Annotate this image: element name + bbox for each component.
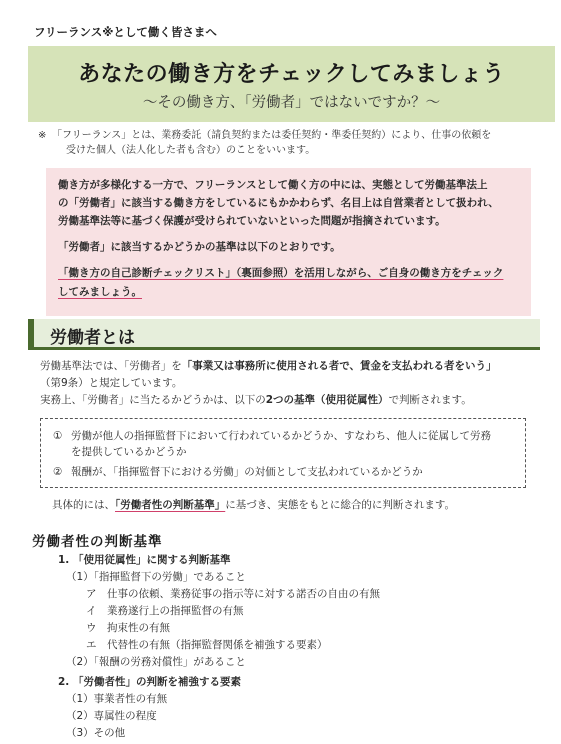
section-accent-bar — [28, 319, 34, 347]
list-item: エ 代替性の有無（指揮監督関係を補強する要素） — [86, 639, 328, 651]
definition-para — [40, 358, 530, 409]
criteria-text: 労働が他人の指揮監督下において行われているかどうか、すなわち、他人に従属して労務 を提供しているかどうか — [71, 430, 491, 458]
list-item: 1. 「使用従属性」に関する判断基準 — [58, 554, 231, 566]
intro-checklist-line: 「働き方の自己診断チェックリスト」（裏面参照）を活用しながら、ご自身の働き方をチェック — [58, 267, 504, 279]
criteria-text: 報酬が、「指揮監督下における労働」の対価として支払われているかどうか — [71, 466, 423, 478]
def-text: 実務上、「労働者」に当たるかどうかは、以下の — [40, 394, 266, 406]
section-header — [28, 319, 540, 350]
criteria-num: ① — [53, 430, 63, 442]
list-item: ウ 拘束性の有無 — [86, 622, 170, 634]
summary-para: 具体的には、「労働者性の判断基準」に基づき、実態をもとに総合的に判断されます。 — [52, 499, 455, 511]
criteria-subheading: 労働者性の判断基準 — [32, 534, 163, 550]
def-text: 労働基準法では、「労働者」を — [40, 360, 182, 372]
intro-box — [46, 168, 531, 316]
summary-highlight: 「労働者性の判断基準」 — [115, 499, 226, 511]
def-text: で判断されます。 — [388, 394, 472, 406]
list-item: （2）「報酬の労務対償性」があること — [66, 656, 246, 668]
list-item: （3）その他 — [66, 727, 126, 739]
def-quote: 「事業又は事務所に使用される者で、賃金を支払われる者をいう」 — [181, 360, 497, 372]
eyebrow-text: フリーランス※として働く皆さまへ — [34, 25, 217, 39]
note-line: 受けた個人（法人化した者も含む）のことをいいます。 — [66, 145, 316, 156]
note-mark: ※ — [38, 130, 47, 141]
list-item: ア 仕事の依頼、業務従事の指示等に対する諾否の自由の有無 — [86, 588, 380, 600]
intro-line: 働き方が多様化する一方で、フリーランスとして働く方の中には、実態として労働基準法上 — [58, 179, 488, 191]
criteria-box — [40, 418, 526, 488]
note-line: 「フリーランス」とは、業務委託（請負契約または委任契約・準委任契約）により、仕事の依頼を — [52, 130, 492, 141]
list-item: （1）事業者性の有無 — [66, 693, 168, 705]
page-subtitle: ～その働き方、「労働者」ではないですか？～ — [142, 95, 441, 111]
intro-line: の「労働者」に該当する働き方をしているにもかかわらず、名目上は自営業者として扱われ、 — [58, 197, 499, 209]
list-item: （2）専属性の程度 — [66, 710, 157, 722]
intro-line: 労働基準法等に基づく保護が受けられていないといった問題が指摘されています。 — [58, 215, 446, 227]
list-item: 2. 「労働者性」の判断を補強する要素 — [58, 676, 241, 688]
def-text: （第9条）と規定しています。 — [40, 377, 183, 389]
intro-checklist-line: してみましょう。 — [58, 286, 142, 298]
title-banner — [28, 46, 555, 122]
freelance-note — [38, 128, 512, 158]
page-title: あなたの働き方をチェックしてみましょう — [78, 62, 505, 87]
intro-line: 「労働者」に該当するかどうかの基準は以下のとおりです。 — [58, 241, 341, 253]
def-criteria: 2つの基準（使用従属性） — [265, 394, 389, 406]
list-item: （1）「指揮監督下の労働」であること — [66, 571, 246, 583]
list-item: イ 業務遂行上の指揮監督の有無 — [86, 605, 244, 617]
criteria-num: ② — [53, 466, 63, 478]
section-title: 労働者とは — [50, 328, 135, 348]
